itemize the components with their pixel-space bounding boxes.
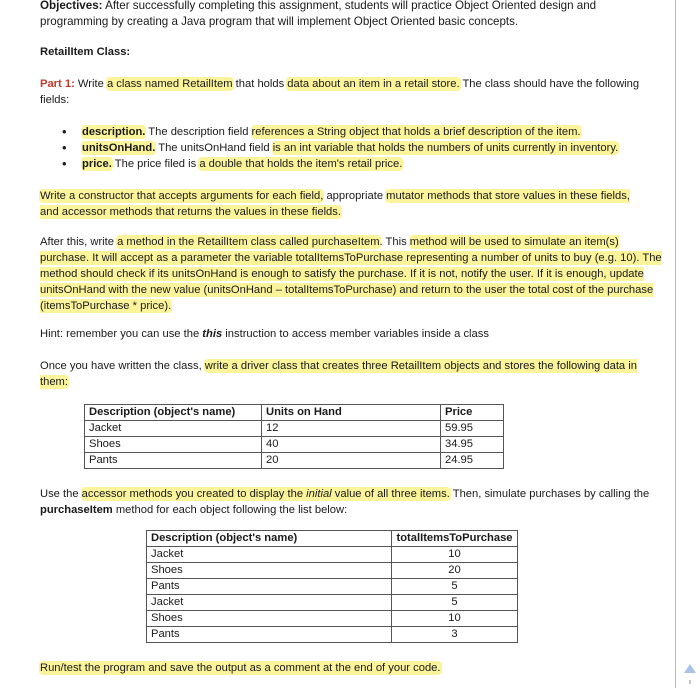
scroll-up-icon[interactable] <box>684 664 696 673</box>
table-header-row: Description (object's name) totalItemsToPurchase <box>147 531 518 547</box>
run-instruction: Run/test the program and save the output as a comment at the end of your code. <box>40 662 441 674</box>
table-row: Shoes 20 <box>147 563 518 579</box>
purchases-table <box>146 530 518 643</box>
objectives-text: After successfully completing this assignment, students will practice Object Oriented design and programming by creating a Java program that will implement Object Oriented basic concepts. <box>40 0 597 28</box>
constructor-paragraph: Write a constructor that accepts arguments for each field, appropriate mutator methods that store values in these fields, and accessor methods that returns the values in these fields. <box>40 190 630 218</box>
items-table <box>84 404 504 469</box>
objectives-label: Objectives: <box>40 0 103 12</box>
driver-paragraph: Once you have written the class, write a driver class that creates three RetailItem objects and stores the following data in them: <box>40 360 637 388</box>
this-keyword: this <box>202 328 223 340</box>
list-item: • price. The price filed is a double that holds the item's retail price. <box>62 156 618 172</box>
scrollbar-thumb[interactable] <box>689 680 691 684</box>
class-heading: RetailItem Class: <box>40 46 131 58</box>
table-row: Pants 3 <box>147 627 518 643</box>
purchase-paragraph: After this, write a method in the RetailItem class called purchaseItem. This method will be used to simulate an item(s) purchase. It will accept as a parameter the variable totalItemsToPurchase representing a number of units to buy (e.g. 10). The method should check if its unitsOnHand is enough to satisfy the purchase. If it is not, notify the user. If it is enough, update unitsOnHand with the new value (unitsOnHand – totalItemsToPurchase) and return to the user the total cost of the purchase (itemsToPurchase * price). <box>40 236 662 312</box>
table-row: Shoes 10 <box>147 611 518 627</box>
part1-paragraph: Part 1: Write a class named RetailItem that holds data about an item in a retail store. The class should have the following fields: <box>40 78 640 106</box>
table-row: Pants 5 <box>147 579 518 595</box>
table-row: Jacket 5 <box>147 595 518 611</box>
part1-label: Part 1: <box>40 78 75 90</box>
hint-paragraph: Hint: remember you can use the this instruction to access member variables inside a class <box>40 328 489 340</box>
objectives-paragraph <box>40 0 660 30</box>
table-row: Shoes 40 34.95 <box>85 437 504 453</box>
list-item: • description. The description field references a String object that holds a brief description of the item. <box>62 124 618 140</box>
fields-list <box>62 124 618 172</box>
accessor-paragraph: Use the accessor methods you created to display the initial value of all three items. Then, simulate purchases by calling the purchaseItem method for each object following the list below: <box>40 488 650 516</box>
table-row: Jacket 10 <box>147 547 518 563</box>
table-row: Jacket 12 59.95 <box>85 421 504 437</box>
list-item: • unitsOnHand. The unitsOnHand field is an int variable that holds the numbers of units currently in inventory. <box>62 140 618 156</box>
table-row: Pants 20 24.95 <box>85 453 504 469</box>
table-header-row: Description (object's name) Units on Hand Price <box>85 405 504 421</box>
